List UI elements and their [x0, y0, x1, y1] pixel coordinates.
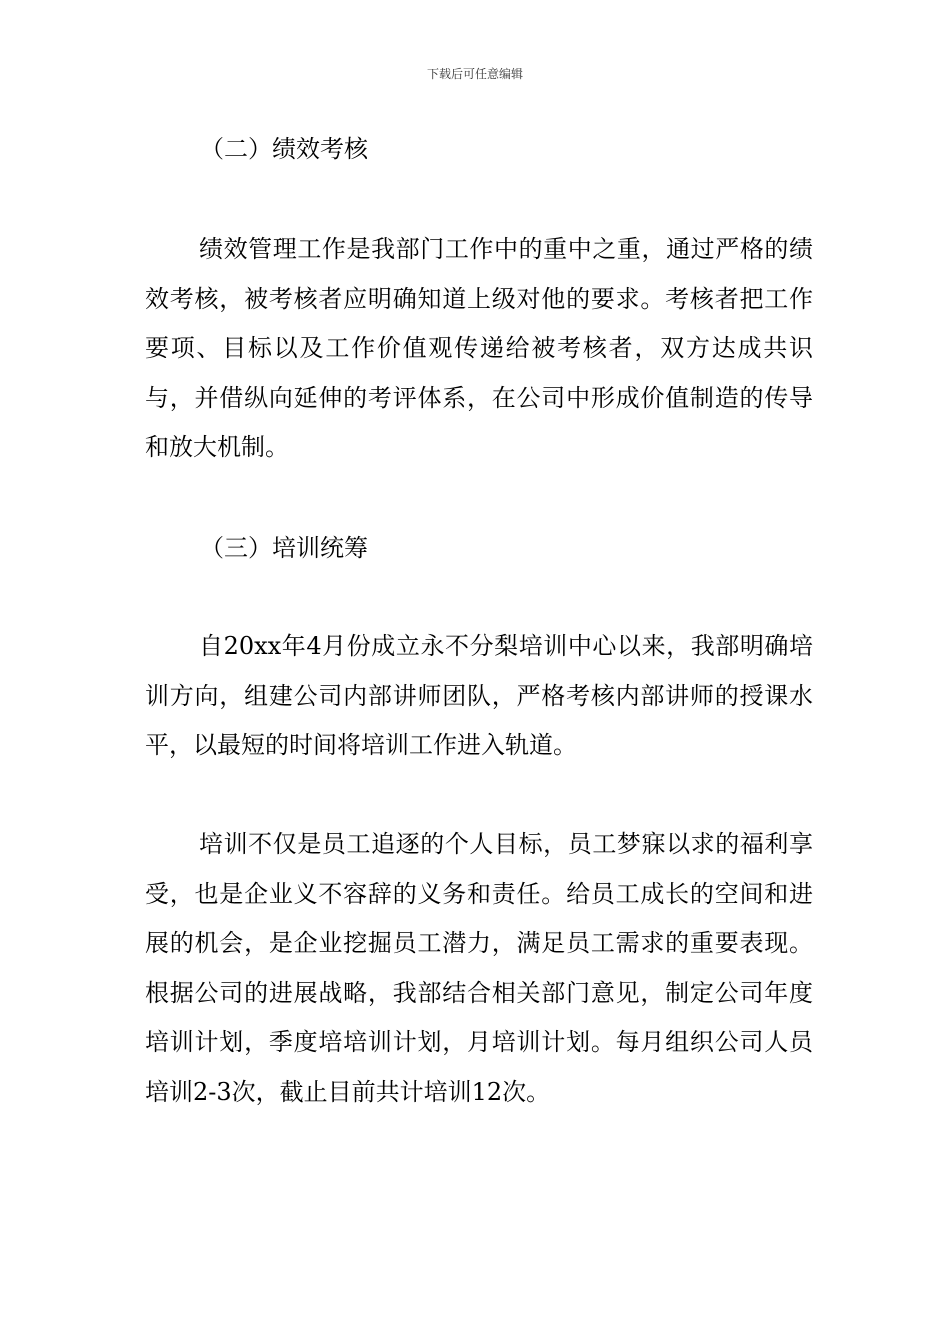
- paragraph-training-plan: 培训不仅是员工追逐的个人目标，员工梦寐以求的福利享受，也是企业义不容辞的义务和责任。给员工成长的空间和进展的机会，是企业挖掘员工潜力，满足员工需求的重要表现。根据公司的进展战略，我部结合相关部门意见，制定公司年度培训计划，季度培培训计划，月培训计划。每月组织公司人员培训2-3次，截止目前共计培训12次。: [145, 830, 813, 1106]
- header-note: 下载后可任意编辑: [426, 67, 523, 81]
- paragraph-performance: 绩效管理工作是我部门工作中的重中之重，通过严格的绩效考核，被考核者应明确知道上级对他的要求。考核者把工作要项、目标以及工作价值观传递给被考核者，双方达成共识与，并借纵向延伸的考评体系，在公司中形成价值制造的传导和放大机制。: [145, 235, 813, 461]
- section-heading-performance: （二）绩效考核: [200, 135, 368, 163]
- section-heading-training: （三）培训统筹: [200, 534, 368, 562]
- paragraph-training-center: 自20xx年4月份成立永不分梨培训中心以来，我部明确培训方向，组建公司内部讲师团队，严格考核内部讲师的授课水平，以最短的时间将培训工作进入轨道。: [145, 632, 813, 759]
